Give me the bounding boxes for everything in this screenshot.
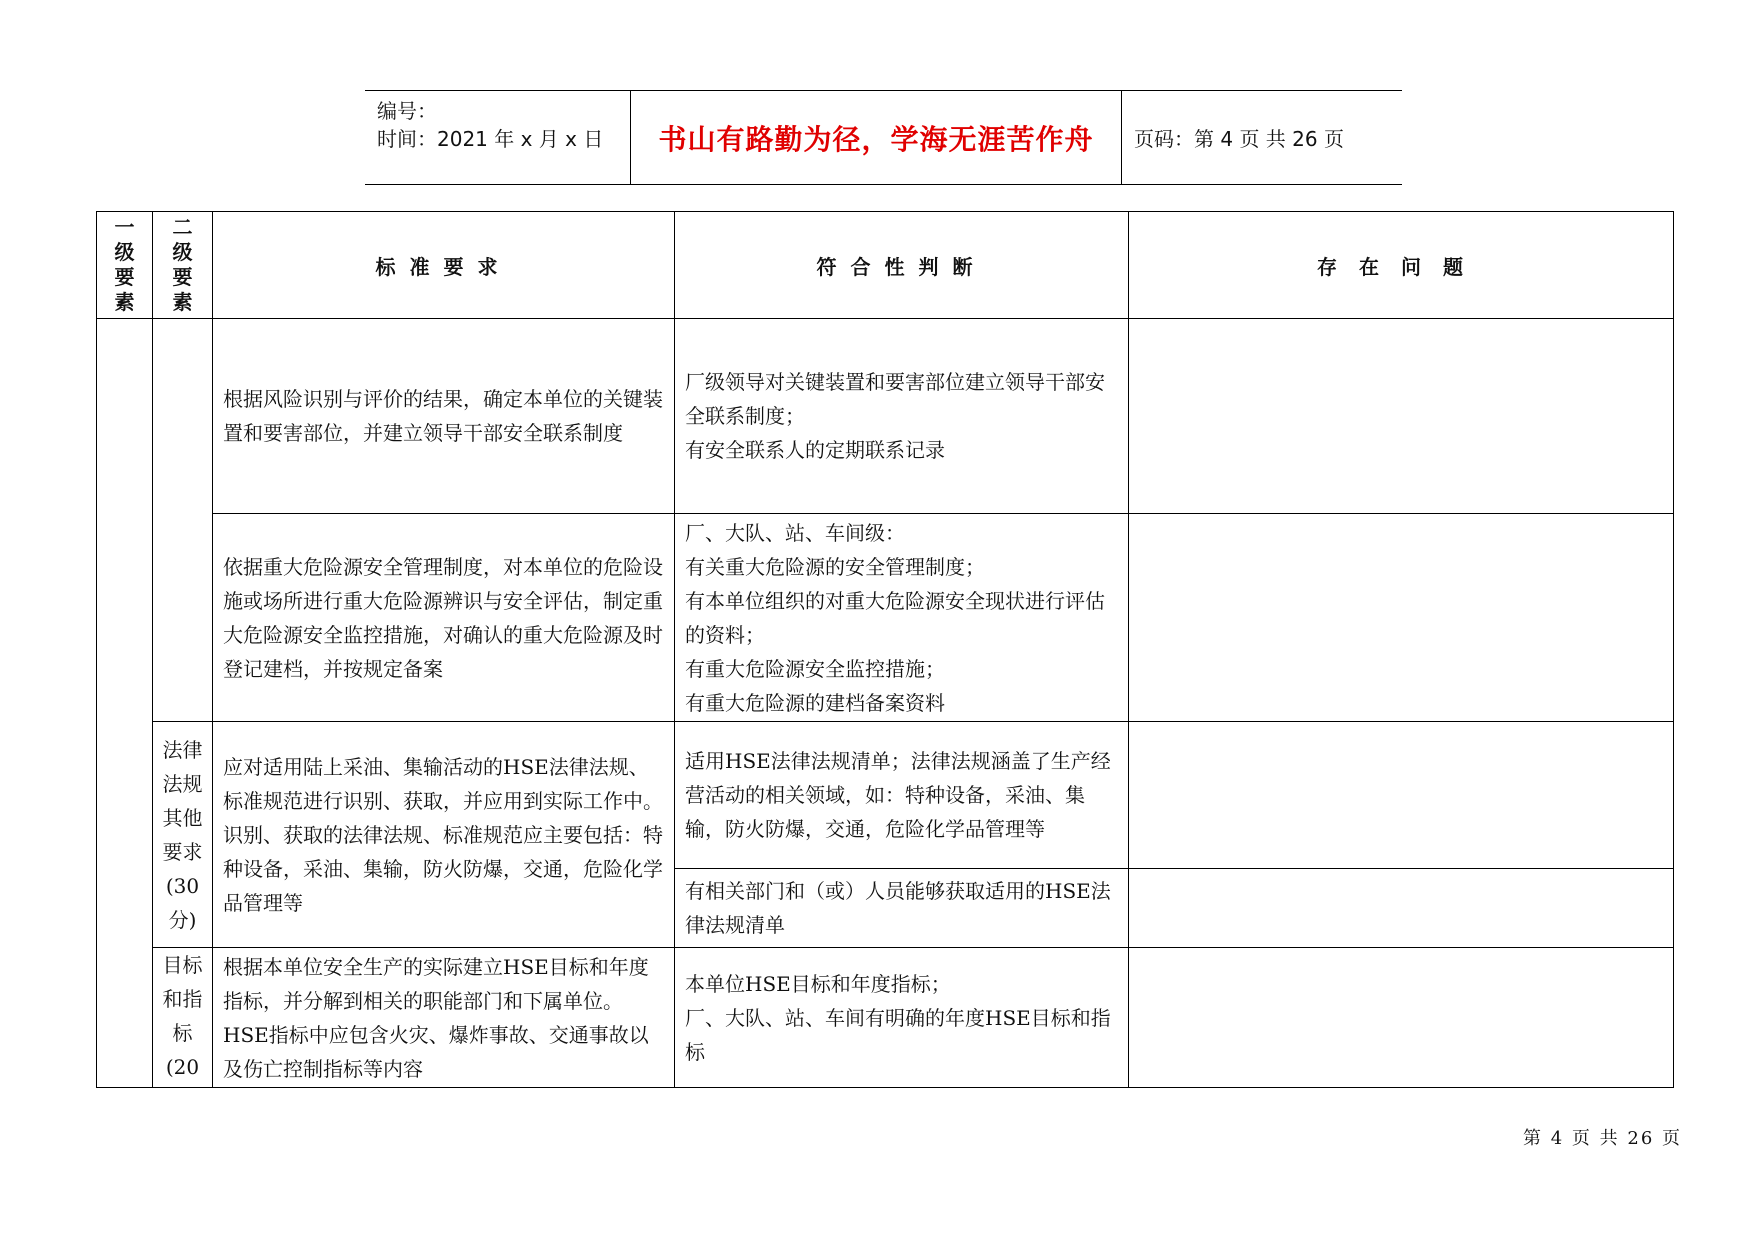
- level2-cell: 目标和指标(20: [153, 948, 213, 1088]
- standard-cell: 应对适用陆上采油、集输活动的HSE法律法规、标准规范进行识别、获取，并应用到实际工作中。识别、获取的法律法规、标准规范应主要包括：特种设备，采油、集输，防火防爆，交通，危险化学品管理等: [213, 722, 675, 948]
- header-standard: 标准要求: [213, 212, 675, 319]
- page-header: [365, 90, 1402, 185]
- issues-cell: [1129, 319, 1674, 514]
- issues-cell: [1129, 514, 1674, 722]
- header-issues: 存在问题: [1129, 212, 1674, 319]
- header-judgment: 符合性判断: [675, 212, 1129, 319]
- table-row: [97, 319, 1674, 514]
- table-row: [97, 722, 1674, 869]
- judgment-cell: 厂级领导对关键装置和要害部位建立领导干部安全联系制度； 有安全联系人的定期联系记录: [675, 319, 1129, 514]
- document-date: 时间：2021 年 x 月 x 日: [377, 127, 604, 151]
- level2-cell: [153, 319, 213, 722]
- judgment-cell: 厂、大队、站、车间级： 有关重大危险源的安全管理制度； 有本单位组织的对重大危险源安全现状进行评估的资料； 有重大危险源安全监控措施； 有重大危险源的建档备案资料: [675, 514, 1129, 722]
- standard-cell: 依据重大危险源安全管理制度，对本单位的危险设施或场所进行重大危险源辨识与安全评估，制定重大危险源安全监控措施，对确认的重大危险源及时登记建档，并按规定备案: [213, 514, 675, 722]
- issues-cell: [1129, 869, 1674, 948]
- header-level1: 一级要素: [97, 212, 153, 319]
- header-slogan: 书山有路勤为径，学海无涯苦作舟: [630, 91, 1122, 184]
- table-row: [97, 948, 1674, 1088]
- table-row: [97, 514, 1674, 722]
- judgment-cell: 适用HSE法律法规清单；法律法规涵盖了生产经营活动的相关领域，如：特种设备，采油、集输，防火防爆，交通，危险化学品管理等: [675, 722, 1129, 869]
- inspection-table: [96, 211, 1674, 1088]
- issues-cell: [1129, 722, 1674, 869]
- level2-cell: 法律法规其他要求(30分): [153, 722, 213, 948]
- header-info: [365, 91, 630, 184]
- judgment-cell: 本单位HSE目标和年度指标； 厂、大队、站、车间有明确的年度HSE目标和指标: [675, 948, 1129, 1088]
- header-level2: 二级要素: [153, 212, 213, 319]
- standard-cell: 根据本单位安全生产的实际建立HSE目标和年度指标，并分解到相关的职能部门和下属单位。HSE指标中应包含火灾、爆炸事故、交通事故以及伤亡控制指标等内容: [213, 948, 675, 1088]
- header-page-number: 页码：第 4 页 共 26 页: [1134, 127, 1344, 151]
- standard-cell: 根据风险识别与评价的结果，确定本单位的关键装置和要害部位，并建立领导干部安全联系制度: [213, 319, 675, 514]
- level1-cell: [97, 319, 153, 1088]
- document-number-label: 编号：: [377, 99, 437, 123]
- table-header-row: [97, 212, 1674, 319]
- issues-cell: [1129, 948, 1674, 1088]
- page-footer: 第 4 页 共 26 页: [1523, 1128, 1682, 1149]
- judgment-cell: 有相关部门和（或）人员能够获取适用的HSE法律法规清单: [675, 869, 1129, 948]
